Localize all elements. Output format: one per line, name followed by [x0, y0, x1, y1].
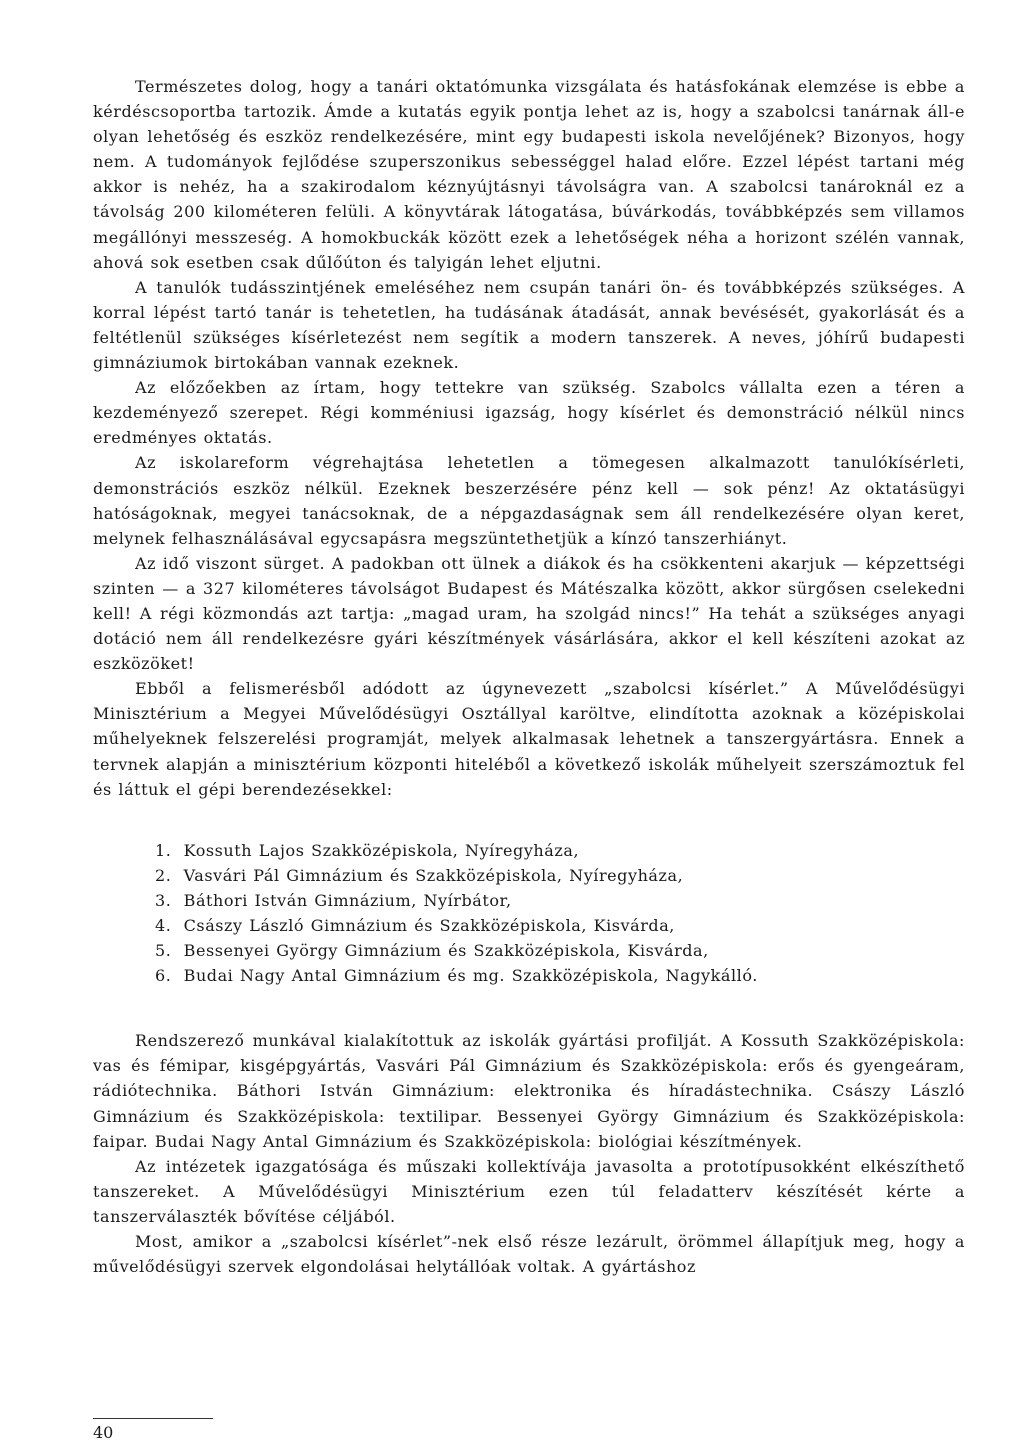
paragraph: Természetes dolog, hogy a tanári oktatómunka vizsgálata és hatásfokának elemzése is ebbe a kérdéscsoportba tartozik. Ámde a kutatás egyik pontja lehet az is, hogy a szabolcsi tanárnak áll-e olyan lehetőség és eszköz rendelkezésére, mint egy budapesti iskola nevelőjének? Bizonyos, hogy nem. A tudományok fejlődése szuperszonikus sebességgel halad előre. Ezzel lépést tartani még akkor is nehéz, ha a szakirodalom kéznyújtásnyi távolságra van. A szabolcsi tanároknál ez a távolság 200 kilométeren felüli. A könyvtárak látogatása, búvárkodás, továbbképzés sem villamos megállónyi messzeség. A homokbuckák között ezek a lehetőségek néha a horizont szélén vannak, ahová sok esetben csak dűlőúton és talyigán lehet eljutni. [93, 77, 965, 272]
paragraph: Ebből a felismerésből adódott az úgynevezett „szabolcsi kísérlet.” A Művelődésügyi Minisztérium a Megyei Művelődésügyi Osztállyal karöltve, elindította azoknak a középiskolai műhelyeknek felszerelési programját, melyek alkalmasak lehetnek a tanszergyártásra. Ennek a tervnek alapján a minisztérium központi hiteléből a következő iskolák műhelyeit szerszámoztuk fel és láttuk el gépi berendezésekkel: [93, 679, 965, 799]
list-item-number: 1. [155, 840, 172, 860]
paragraph: Az idő viszont sürget. A padokban ott ülnek a diákok és ha csökkenteni akarjuk — képzettségi szinten — a 327 kilométeres távolságot Budapest és Mátészalka között, akkor sürgősen cselekedni kell! A régi közmondás azt tartja: „magad uram, ha szolgád nincs!” Ha tehát a szükséges anyagi dotáció nem áll rendelkezésre gyári készítmények vásárlására, akkor el kell készíteni azokat az eszközöket! [93, 553, 965, 674]
list-item-number: 5. [155, 941, 172, 961]
paragraph: A tanulók tudásszintjének emeléséhez nem csupán tanári ön- és továbbképzés szükséges. A korral lépést tartó tanár is tehetetlen, ha tudásának átadását, annak bevésését, gyakorlását és a feltétlenül szükséges kísérletezést nem segítik a modern tanszerek. A neves, jóhírű budapesti gimnáziumok birtokában vannak ezeknek. [93, 277, 965, 373]
list-item [155, 913, 965, 938]
page-number: 40 [93, 1423, 114, 1442]
paragraph: Rendszerező munkával kialakítottuk az iskolák gyártási profilját. A Kossuth Szakközépiskola: vas és fémipar, kisgépgyártás, Vasvári Pál Gimnázium és Szakközépiskola: erős és gyengeáram, rádiótechnika. Báthori István Gimnázium: elektronika és híradástechnika. Császy László Gimnázium és Szakközépiskola: textilipar. Bessenyei György Gimnázium és Szakközépiskola: faipar. Budai Nagy Antal Gimnázium és Szakközépiskola: biológiai készítmények. [93, 1031, 965, 1151]
list-item-number: 2. [155, 865, 172, 885]
list-item-number: 4. [155, 916, 172, 935]
paragraph: Most, amikor a „szabolcsi kísérlet”-nek első része lezárult, örömmel állapítjuk meg, hogy a művelődésügyi szervek elgondolásai helytállóak voltak. A gyártáshoz [93, 1232, 965, 1277]
list-item [155, 938, 965, 963]
list-item [155, 888, 965, 913]
list-item [155, 863, 965, 888]
paragraph: Az intézetek igazgatósága és műszaki kollektívája javasolta a prototípusokként elkészíthető tanszereket. A Művelődésügyi Minisztérium ezen túl feladatterv készítését kérte a tanszerválaszték bővítése céljából. [93, 1156, 965, 1226]
paragraph: Az iskolareform végrehajtása lehetetlen a tömegesen alkalmazott tanulókísérleti, demonstrációs eszköz nélkül. Ezeknek beszerzésére pénz kell — sok pénz! Az oktatásügyi hatóságoknak, megyei tanácsoknak, de a népgazdaságnak sem áll rendelkezésére olyan keret, melynek felhasználásával egycsapásra megszüntethetjük a kínzó tanszerhiányt. [93, 453, 965, 548]
list-item-text: Bessenyei György Gimnázium és Szakközépiskola, Kisvárda, [183, 941, 709, 961]
list-item-number: 3. [155, 890, 172, 910]
footer-rule [93, 1418, 213, 1419]
list-item [155, 838, 965, 863]
list-item [155, 963, 965, 988]
list-item-text: Budai Nagy Antal Gimnázium és mg. Szakközépiskola, Nagykálló. [183, 966, 758, 986]
body-text [93, 74, 965, 1279]
school-list [93, 838, 965, 989]
list-item-text: Vasvári Pál Gimnázium és Szakközépiskola, Nyíregyháza, [183, 865, 684, 885]
list-item-text: Báthori István Gimnázium, Nyírbátor, [183, 890, 512, 910]
list-item-number: 6. [155, 966, 172, 986]
list-item-text: Császy László Gimnázium és Szakközépiskola, Kisvárda, [183, 916, 675, 935]
list-item-text: Kossuth Lajos Szakközépiskola, Nyíregyháza, [183, 840, 580, 860]
paragraph: Az előzőekben az írtam, hogy tettekre van szükség. Szabolcs vállalta ezen a téren a kezdeményező szerepet. Régi komméniusi igazság, hogy kísérlet és demonstráció nélkül nincs eredményes oktatás. [93, 378, 965, 448]
